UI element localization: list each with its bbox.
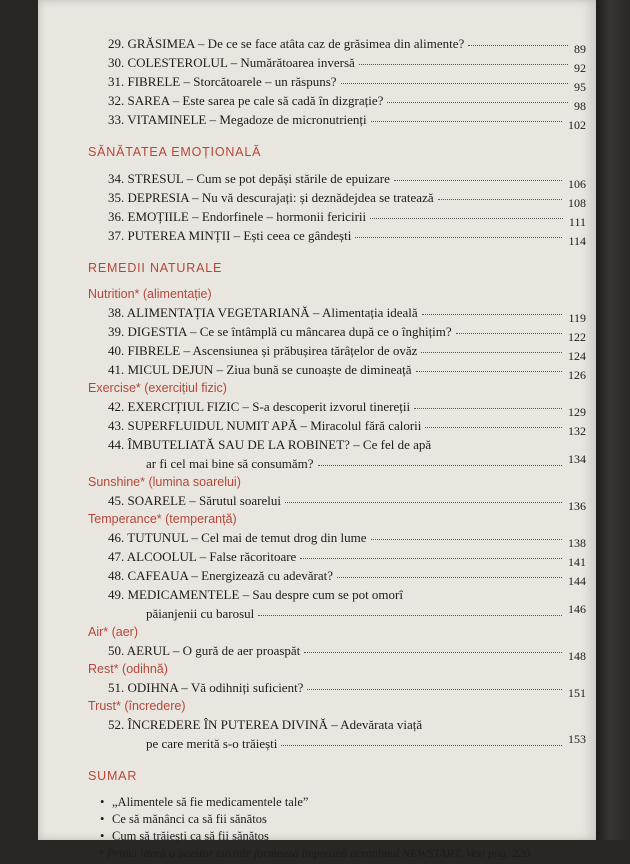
- page-number: 98: [574, 99, 586, 113]
- summary-text: „Alimentele să fie medicamentele tale”: [112, 795, 309, 809]
- entry-text: 33. VITAMINELE – Megadoze de micronutrienți: [108, 112, 367, 127]
- entry-text: 39. DIGESTIA – Ce se întâmplă cu mâncarea după ce o înghițim?: [108, 324, 452, 339]
- subsection-heading: Exercise* (exercițiul fizic): [88, 381, 227, 395]
- entry-text: 50. AERUL – O gură de aer proaspăt: [108, 643, 301, 658]
- page-number: 119: [568, 311, 586, 325]
- toc-entry: [88, 228, 588, 247]
- page-number: 141: [568, 555, 586, 569]
- toc-entry: [88, 324, 588, 343]
- toc-entry: [88, 437, 588, 456]
- page-number: 144: [568, 574, 586, 588]
- spacer: [88, 163, 588, 171]
- toc-entry: [88, 209, 588, 228]
- toc-entry-continuation: [88, 602, 588, 625]
- section-heading: SĂNĂTATEA EMOȚIONALĂ: [88, 145, 262, 159]
- toc-entry-continuation: [88, 452, 588, 475]
- page-number: 151: [568, 686, 586, 700]
- page-number: 148: [568, 649, 586, 663]
- dot-leader: [456, 333, 562, 334]
- page-number: 95: [574, 80, 586, 94]
- page-number: 108: [568, 196, 586, 210]
- dot-leader: [422, 314, 563, 315]
- page-number: 136: [568, 499, 586, 513]
- toc-entry: [88, 418, 588, 437]
- dot-leader: [300, 558, 562, 559]
- toc-entry: [88, 493, 588, 512]
- table-of-contents: [88, 36, 588, 864]
- dot-leader: [281, 745, 562, 746]
- summary-item: [88, 812, 588, 829]
- subsection-heading: Temperance* (temperanță): [88, 512, 237, 526]
- entry-text: 52. ÎNCREDERE ÎN PUTEREA DIVINĂ – Adevărata viață: [108, 717, 423, 732]
- subsection-heading: Rest* (odihnă): [88, 662, 168, 676]
- page-number: 92: [574, 61, 586, 75]
- toc-entry: [88, 643, 588, 662]
- entry-text: 35. DEPRESIA – Nu vă descurajați: și deznădejdea se tratează: [108, 190, 434, 205]
- toc-entry: [88, 305, 588, 324]
- entry-text: 46. TUTUNUL – Cel mai de temut drog din lume: [108, 530, 367, 545]
- dot-leader: [421, 352, 562, 353]
- dot-leader: [370, 218, 563, 219]
- dot-leader: [341, 83, 568, 84]
- toc-entry: [88, 717, 588, 736]
- section-heading: REMEDII NATURALE: [88, 261, 223, 275]
- spacer: [88, 787, 588, 795]
- entry-text: 31. FIBRELE – Storcătoarele – un răspuns?: [108, 74, 337, 89]
- dot-leader: [258, 615, 562, 616]
- dot-leader: [414, 408, 562, 409]
- subsection-heading: Air* (aer): [88, 625, 139, 639]
- page-number: 124: [568, 349, 586, 363]
- entry-text: 32. SAREA – Este sarea pe cale să cadă în dizgrație?: [108, 93, 384, 108]
- toc-entry: [88, 399, 588, 418]
- entry-text: 36. EMOȚIILE – Endorfinele – hormonii fericirii: [108, 209, 367, 224]
- entry-text: 38. ALIMENTAȚIA VEGETARIANĂ – Alimentația ideală: [108, 305, 418, 320]
- entry-text: 30. COLESTEROLUL – Numărătoarea inversă: [108, 55, 355, 70]
- dot-leader: [337, 577, 562, 578]
- summary-text: Cum să trăiești ca să fii sănătos: [112, 829, 269, 843]
- toc-entry: [88, 171, 588, 190]
- entry-text: 34. STRESUL – Cum se pot depăși stările de epuizare: [108, 171, 390, 186]
- page-number: 102: [568, 118, 586, 132]
- page-number: 134: [568, 452, 586, 466]
- page-number: 122: [568, 330, 586, 344]
- spacer: [88, 247, 588, 261]
- toc-entry: [88, 112, 588, 131]
- page-number: 126: [568, 368, 586, 382]
- section-heading: SUMAR: [88, 769, 138, 783]
- page-number: 89: [574, 42, 586, 56]
- bullet-icon: •: [100, 795, 105, 809]
- page-edge: [596, 0, 630, 840]
- toc-entry: [88, 549, 588, 568]
- toc-entry: [88, 36, 588, 55]
- toc-entry: [88, 343, 588, 362]
- entry-text: 45. SOARELE – Sărutul soarelui: [108, 493, 281, 508]
- dot-leader: [394, 180, 562, 181]
- dot-leader: [359, 64, 568, 65]
- entry-text-continuation: ar fi cel mai bine să consumăm?: [146, 456, 314, 471]
- entry-text: 41. MICUL DEJUN – Ziua bună se cunoaște de dimineață: [108, 362, 412, 377]
- summary-item: [88, 829, 588, 846]
- entry-text: 42. EXERCIȚIUL FIZIC – S-a descoperit izvorul tinereții: [108, 399, 411, 414]
- entry-text-continuation: păianjenii cu barosul: [146, 606, 255, 621]
- entry-text: 40. FIBRELE – Ascensiunea și prăbușirea tărâțelor de ovăz: [108, 343, 418, 358]
- dot-leader: [438, 199, 562, 200]
- page-number: 146: [568, 602, 586, 616]
- toc-entry: [88, 93, 588, 112]
- spacer: [88, 131, 588, 145]
- dot-leader: [416, 371, 562, 372]
- dot-leader: [387, 102, 568, 103]
- toc-entry: [88, 530, 588, 549]
- dot-leader: [468, 45, 568, 46]
- book-page: [38, 0, 596, 860]
- entry-text: 44. ÎMBUTELIATĂ SAU DE LA ROBINET? – Ce fel de apă: [108, 437, 432, 452]
- toc-entry: [88, 587, 588, 606]
- page-number: 106: [568, 177, 586, 191]
- toc-entry: [88, 190, 588, 209]
- toc-entry: [88, 74, 588, 93]
- page-number: 153: [568, 732, 586, 746]
- toc-entry: [88, 568, 588, 587]
- entry-text: 49. MEDICAMENTELE – Sau despre cum se pot omorî: [108, 587, 403, 602]
- entry-text: 29. GRĂSIMEA – De ce se face atâta caz de grăsimea din alimente?: [108, 36, 465, 51]
- spacer: [88, 279, 588, 287]
- entry-text: 37. PUTEREA MINȚII – Ești ceea ce gândești: [108, 228, 352, 243]
- dot-leader: [304, 652, 562, 653]
- page-number: 138: [568, 536, 586, 550]
- entry-text: 48. CAFEAUA – Energizează cu adevărat?: [108, 568, 334, 583]
- page-number: 129: [568, 405, 586, 419]
- dot-leader: [307, 689, 562, 690]
- page-number: 132: [568, 424, 586, 438]
- entry-text: 47. ALCOOLUL – False răcoritoare: [108, 549, 297, 564]
- dot-leader: [425, 427, 562, 428]
- bullet-icon: •: [100, 829, 105, 843]
- summary-item: [88, 795, 588, 812]
- dot-leader: [318, 465, 563, 466]
- dot-leader: [371, 539, 562, 540]
- toc-entry: [88, 680, 588, 699]
- summary-text: Ce să mănânci ca să fii sănătos: [112, 812, 267, 826]
- dot-leader: [371, 121, 562, 122]
- dot-leader: [285, 502, 562, 503]
- page-number: 111: [568, 215, 586, 229]
- subsection-heading: Sunshine* (lumina soarelui): [88, 475, 241, 489]
- bullet-icon: •: [100, 812, 105, 826]
- footnote: * Prima literă a acestor cuvinte formează împreună acronimul NEWSTART. Vezi pag. 220.: [98, 846, 533, 860]
- subsection-heading: Nutrition* (alimentație): [88, 287, 212, 301]
- entry-text: 43. SUPERFLUIDUL NUMIT APĂ – Miracolul fără calorii: [108, 418, 422, 433]
- entry-text-continuation: pe care merită s-o trăiești: [146, 736, 278, 751]
- spacer: [88, 755, 588, 769]
- toc-entry-continuation: [88, 732, 588, 755]
- toc-entry: [88, 362, 588, 381]
- entry-text: 51. ODIHNA – Vă odihniți suficient?: [108, 680, 304, 695]
- subsection-heading: Trust* (încredere): [88, 699, 186, 713]
- page-number: 114: [568, 234, 586, 248]
- toc-entry: [88, 55, 588, 74]
- dot-leader: [355, 237, 562, 238]
